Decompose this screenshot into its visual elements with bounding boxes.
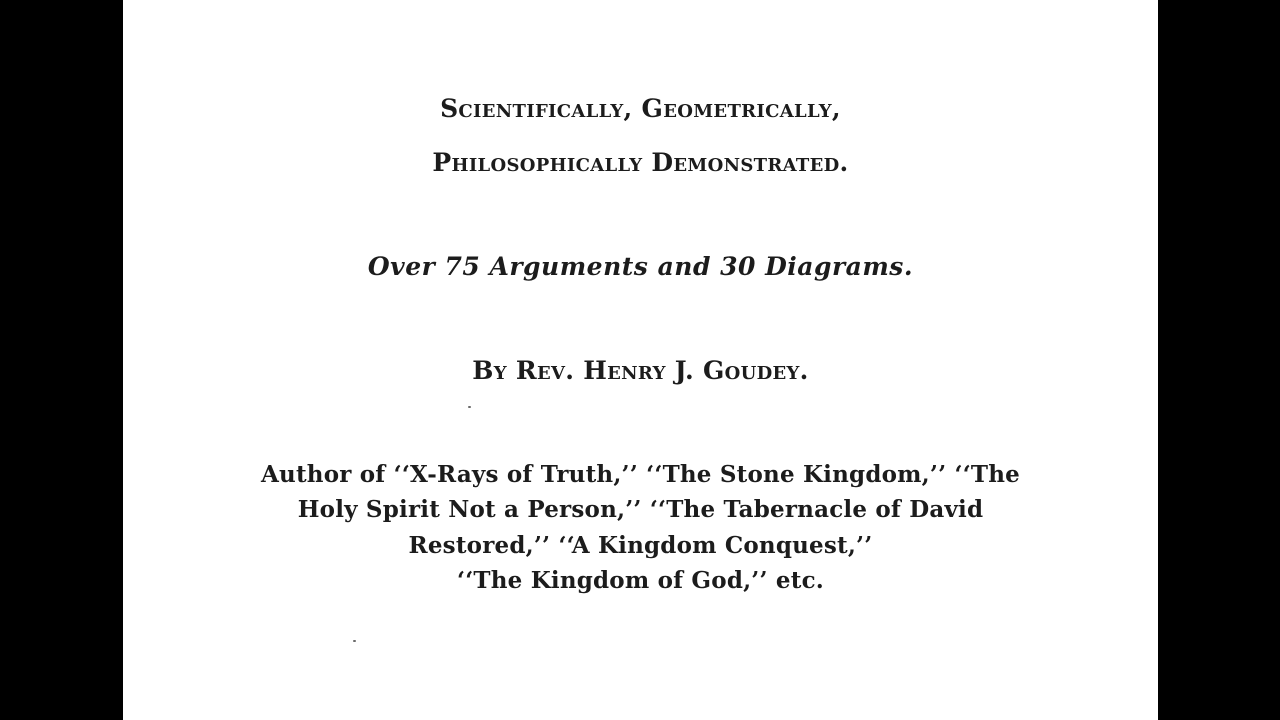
author-note-line-3: Restored,’’ ‘‘A Kingdom Conquest,’’ — [408, 532, 873, 559]
author-note-line-1: Author of ‘‘X-Rays of Truth,’’ ‘‘The Stone Kingdom,’’ ‘‘The — [260, 461, 1020, 488]
byline: By Rev. Henry J. Goudey. — [472, 356, 809, 385]
author-note-line-2: Holy Spirit Not a Person,’’ ‘‘The Tabernacle of David — [297, 496, 984, 523]
author-note-line-4: ‘‘The Kingdom of God,’’ etc. — [457, 567, 824, 594]
ink-speck — [353, 640, 356, 642]
ink-speck — [468, 406, 471, 408]
title-line-1: Scientifically, Geometrically, — [440, 94, 841, 123]
title-line-2: Philosophically Demonstrated. — [432, 148, 849, 177]
book-page — [123, 0, 1158, 720]
subtitle: Over 75 Arguments and 30 Diagrams. — [367, 252, 914, 281]
